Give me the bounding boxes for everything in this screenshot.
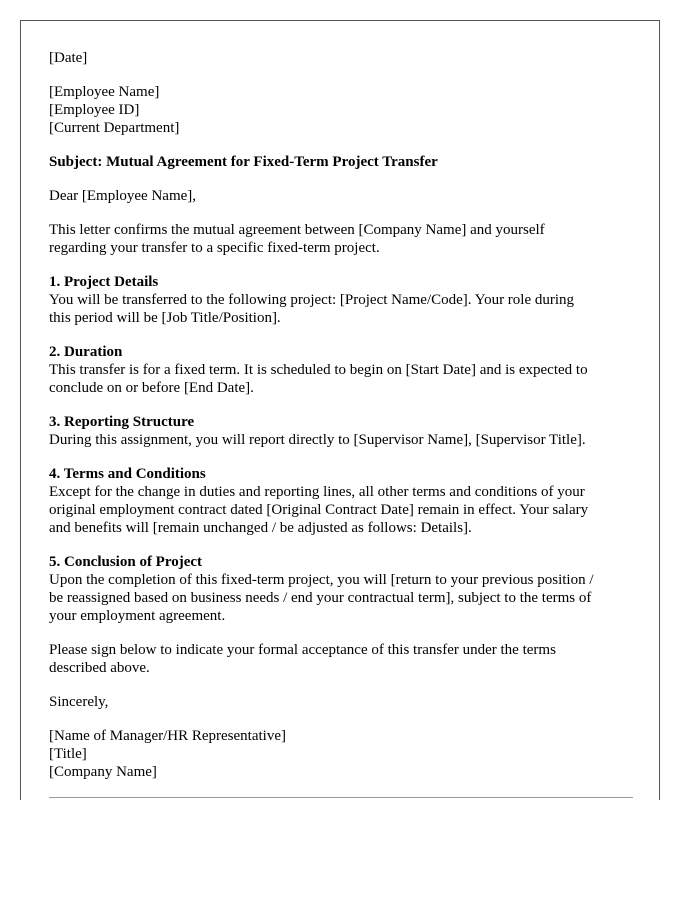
salutation-block [49, 187, 635, 205]
section-line: this period will be [Job Title/Position]. [49, 310, 281, 326]
closing-paragraph [49, 641, 635, 677]
section-project-details [49, 273, 635, 327]
recipient-name: [Employee Name] [49, 84, 160, 100]
closing-line: described above. [49, 660, 150, 676]
section-heading: 5. Conclusion of Project [49, 554, 203, 570]
footer-divider [49, 797, 633, 798]
signature-block [49, 727, 635, 781]
section-line: conclude on or before [End Date]. [49, 380, 254, 396]
closing-line: Please sign below to indicate your formal acceptance of this transfer under the terms [49, 642, 556, 658]
signatory-company: [Company Name] [49, 764, 157, 780]
letter-subject: Subject: Mutual Agreement for Fixed-Term Project Transfer [49, 154, 438, 170]
date-block [49, 49, 635, 67]
section-line: You will be transferred to the following project: [Project Name/Code]. Your role during [49, 292, 575, 308]
section-line: This transfer is for a fixed term. It is scheduled to begin on [Start Date] and is expected to [49, 362, 588, 378]
section-heading: 3. Reporting Structure [49, 414, 195, 430]
section-heading: 4. Terms and Conditions [49, 466, 206, 482]
salutation: Dear [Employee Name], [49, 188, 197, 204]
letter-date: [Date] [49, 50, 88, 66]
section-terms-and-conditions [49, 465, 635, 537]
section-line: During this assignment, you will report directly to [Supervisor Name], [Supervisor Title]. [49, 432, 586, 448]
section-line: Except for the change in duties and reporting lines, all other terms and conditions of your [49, 484, 585, 500]
section-reporting-structure [49, 413, 635, 449]
section-line: your employment agreement. [49, 608, 226, 624]
section-conclusion-of-project [49, 553, 635, 625]
signoff: Sincerely, [49, 694, 109, 710]
section-heading: 2. Duration [49, 344, 123, 360]
letter-body [49, 49, 635, 797]
recipient-block [49, 83, 635, 137]
section-line: original employment contract dated [Original Contract Date] remain in effect. Your salary [49, 502, 589, 518]
section-duration [49, 343, 635, 397]
section-line: be reassigned based on business needs / end your contractual term], subject to the terms of [49, 590, 592, 606]
intro-paragraph [49, 221, 635, 257]
section-heading: 1. Project Details [49, 274, 159, 290]
recipient-department: [Current Department] [49, 120, 180, 136]
signatory-title: [Title] [49, 746, 87, 762]
section-line: Upon the completion of this fixed-term project, you will [return to your previous position / [49, 572, 594, 588]
intro-line: regarding your transfer to a specific fixed-term project. [49, 240, 380, 256]
letter-page [20, 20, 660, 800]
intro-line: This letter confirms the mutual agreement between [Company Name] and yourself [49, 222, 545, 238]
signoff-block [49, 693, 635, 711]
section-line: and benefits will [remain unchanged / be adjusted as follows: Details]. [49, 520, 472, 536]
signatory-name: [Name of Manager/HR Representative] [49, 728, 286, 744]
recipient-id: [Employee ID] [49, 102, 140, 118]
subject-block [49, 153, 635, 171]
